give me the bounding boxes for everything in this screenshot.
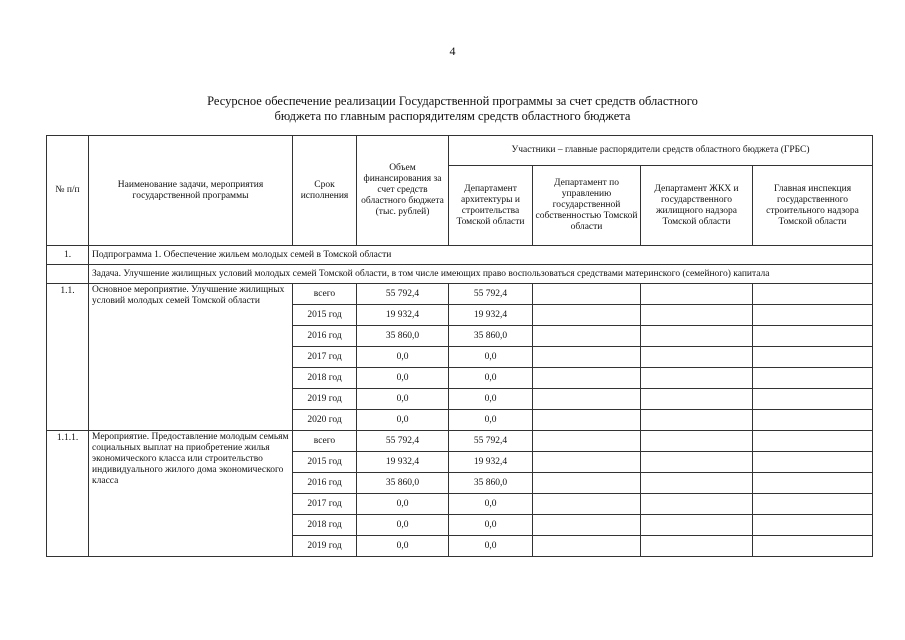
volume-cell: 35 860,0	[357, 473, 449, 494]
property-cell	[533, 452, 641, 473]
inspection-cell	[753, 305, 873, 326]
inspection-cell	[753, 347, 873, 368]
header-dept-housing: Департамент ЖКХ и государственного жилищного надзора Томской области	[641, 166, 753, 246]
arch-cell: 55 792,4	[449, 284, 533, 305]
term-cell: 2019 год	[293, 389, 357, 410]
arch-cell: 0,0	[449, 515, 533, 536]
inspection-cell	[753, 515, 873, 536]
property-cell	[533, 368, 641, 389]
inspection-cell	[753, 368, 873, 389]
property-cell	[533, 326, 641, 347]
task-text: Задача. Улучшение жилищных условий молодых семей Томской области, в том числе имеющих право воспользоваться средствами материнского (семейного) капитала	[89, 265, 873, 284]
property-cell	[533, 389, 641, 410]
header-dept-inspection: Главная инспекция государственного строительного надзора Томской области	[753, 166, 873, 246]
item-num: 1.1.	[47, 284, 89, 431]
inspection-cell	[753, 389, 873, 410]
housing-cell	[641, 368, 753, 389]
arch-cell: 0,0	[449, 410, 533, 431]
header-name: Наименование задачи, мероприятия государственной программы	[89, 136, 293, 246]
inspection-cell	[753, 410, 873, 431]
property-cell	[533, 431, 641, 452]
item-name: Основное мероприятие. Улучшение жилищных условий молодых семей Томской области	[89, 284, 293, 431]
inspection-cell	[753, 494, 873, 515]
budget-table	[46, 135, 873, 557]
table-row	[47, 284, 873, 305]
term-cell: 2018 год	[293, 368, 357, 389]
document-title	[0, 94, 905, 124]
table-row	[47, 431, 873, 452]
term-cell: 2019 год	[293, 536, 357, 557]
term-cell: 2018 год	[293, 515, 357, 536]
arch-cell: 35 860,0	[449, 473, 533, 494]
volume-cell: 0,0	[357, 368, 449, 389]
housing-cell	[641, 305, 753, 326]
arch-cell: 0,0	[449, 368, 533, 389]
housing-cell	[641, 452, 753, 473]
term-cell: 2016 год	[293, 473, 357, 494]
property-cell	[533, 284, 641, 305]
volume-cell: 0,0	[357, 389, 449, 410]
term-cell: 2017 год	[293, 347, 357, 368]
header-dept-architecture: Департамент архитектуры и строительства Томской области	[449, 166, 533, 246]
volume-cell: 19 932,4	[357, 305, 449, 326]
subprogram-row	[47, 246, 873, 265]
task-row	[47, 265, 873, 284]
arch-cell: 0,0	[449, 494, 533, 515]
header-participants: Участники – главные распорядители средств областного бюджета (ГРБС)	[449, 136, 873, 166]
arch-cell: 0,0	[449, 347, 533, 368]
housing-cell	[641, 494, 753, 515]
header-term: Срок исполнения	[293, 136, 357, 246]
property-cell	[533, 410, 641, 431]
arch-cell: 0,0	[449, 536, 533, 557]
title-line-2: бюджета по главным распорядителям средств областного бюджета	[274, 109, 631, 123]
property-cell	[533, 515, 641, 536]
arch-cell: 55 792,4	[449, 431, 533, 452]
volume-cell: 0,0	[357, 515, 449, 536]
inspection-cell	[753, 473, 873, 494]
housing-cell	[641, 515, 753, 536]
volume-cell: 55 792,4	[357, 284, 449, 305]
housing-cell	[641, 347, 753, 368]
housing-cell	[641, 389, 753, 410]
subprogram-text: Подпрограмма 1. Обеспечение жильем молодых семей в Томской области	[89, 246, 873, 265]
volume-cell: 19 932,4	[357, 452, 449, 473]
property-cell	[533, 494, 641, 515]
housing-cell	[641, 284, 753, 305]
property-cell	[533, 536, 641, 557]
item-num: 1.1.1.	[47, 431, 89, 557]
term-cell: всего	[293, 431, 357, 452]
volume-cell: 0,0	[357, 494, 449, 515]
housing-cell	[641, 431, 753, 452]
arch-cell: 0,0	[449, 389, 533, 410]
title-line-1: Ресурсное обеспечение реализации Государственной программы за счет средств областного	[207, 94, 698, 108]
item-name: Мероприятие. Предоставление молодым семьям социальных выплат на приобретение жилья экономического класса или строительство индивидуального жилого дома экономического класса	[89, 431, 293, 557]
volume-cell: 55 792,4	[357, 431, 449, 452]
inspection-cell	[753, 284, 873, 305]
property-cell	[533, 347, 641, 368]
housing-cell	[641, 473, 753, 494]
volume-cell: 0,0	[357, 410, 449, 431]
volume-cell: 0,0	[357, 347, 449, 368]
task-num-cell	[47, 265, 89, 284]
page-number: 4	[449, 44, 456, 58]
term-cell: 2016 год	[293, 326, 357, 347]
inspection-cell	[753, 326, 873, 347]
header-num: № п/п	[47, 136, 89, 246]
inspection-cell	[753, 431, 873, 452]
housing-cell	[641, 536, 753, 557]
inspection-cell	[753, 536, 873, 557]
term-cell: 2015 год	[293, 452, 357, 473]
volume-cell: 0,0	[357, 536, 449, 557]
housing-cell	[641, 326, 753, 347]
inspection-cell	[753, 452, 873, 473]
term-cell: 2020 год	[293, 410, 357, 431]
arch-cell: 19 932,4	[449, 452, 533, 473]
arch-cell: 19 932,4	[449, 305, 533, 326]
header-dept-property: Департамент по управлению государственной собственностью Томской области	[533, 166, 641, 246]
term-cell: 2017 год	[293, 494, 357, 515]
header-volume: Объем финансирования за счет средств областного бюджета (тыс. рублей)	[357, 136, 449, 246]
subprogram-num: 1.	[47, 246, 89, 265]
housing-cell	[641, 410, 753, 431]
term-cell: всего	[293, 284, 357, 305]
property-cell	[533, 305, 641, 326]
arch-cell: 35 860,0	[449, 326, 533, 347]
property-cell	[533, 473, 641, 494]
volume-cell: 35 860,0	[357, 326, 449, 347]
term-cell: 2015 год	[293, 305, 357, 326]
